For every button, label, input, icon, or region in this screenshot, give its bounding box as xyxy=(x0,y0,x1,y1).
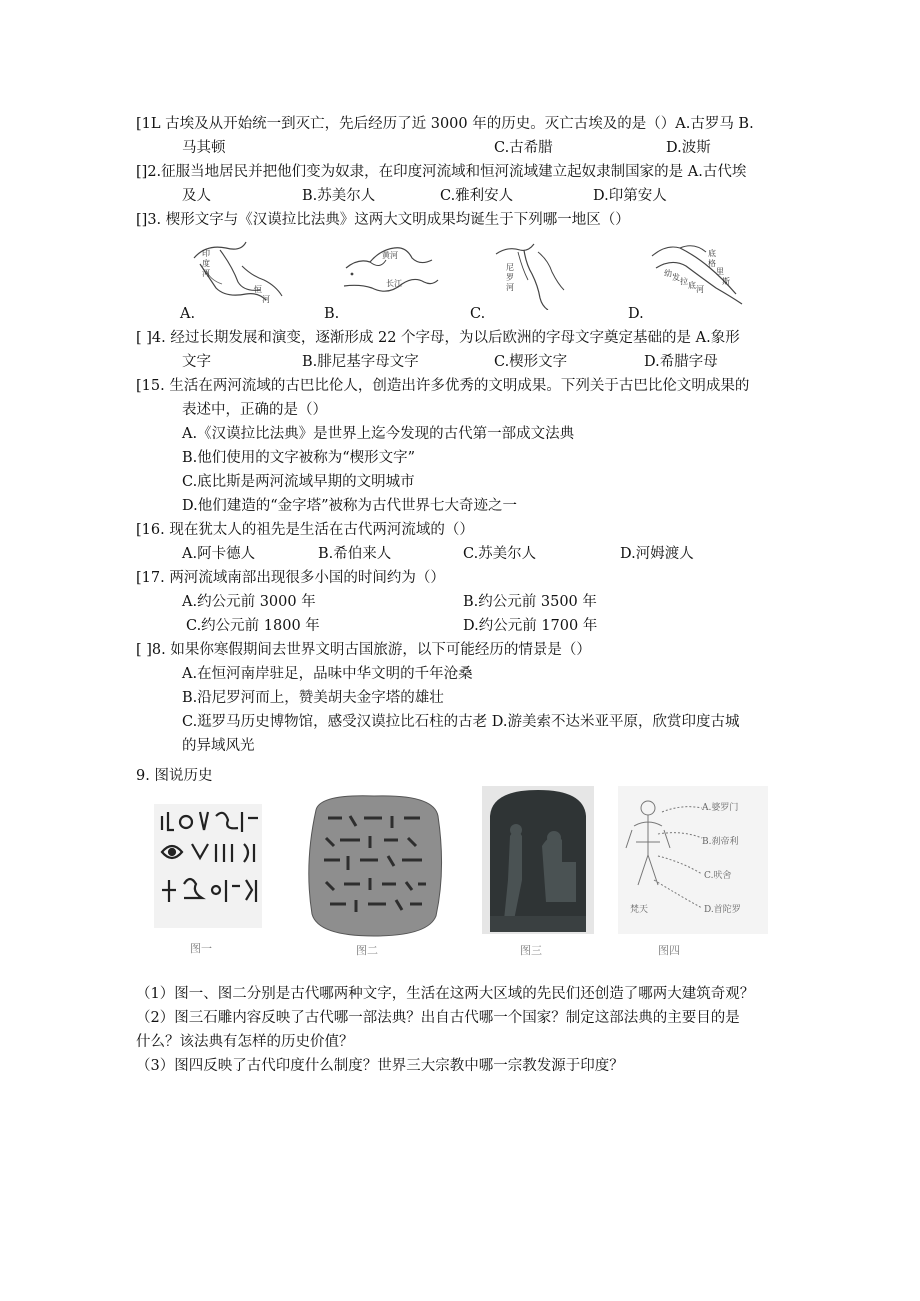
q9-subquestion-2-cont: 什么？该法典有怎样的历史价值？ xyxy=(136,1034,354,1050)
q6-option-b: B.希伯来人 xyxy=(318,546,392,562)
svg-text:河: 河 xyxy=(390,251,398,260)
figure-3-caption: 图三 xyxy=(520,945,542,957)
q2-option-d: D.印第安人 xyxy=(593,188,667,204)
q5-option-c: C.底比斯是两河流域早期的文明城市 xyxy=(182,474,415,490)
figure-2-cuneiform-tablet xyxy=(300,790,450,960)
q5-line1: [15. 生活在两河流域的古巴比伦人，创造出许多优秀的文明成果。下列关于古巴比伦文明成果的 xyxy=(136,378,750,394)
q7-option-d: D.约公元前 1700 年 xyxy=(463,618,598,634)
q7-option-a: A.约公元前 3000 年 xyxy=(182,594,316,610)
figure-4-label-brahmin: A.婆罗门 xyxy=(702,803,739,813)
svg-text:格: 格 xyxy=(708,259,716,268)
svg-text:底: 底 xyxy=(688,281,696,290)
q4-option-a-cont: 文字 xyxy=(182,354,211,370)
svg-text:度: 度 xyxy=(202,259,210,268)
figure-4-caption: 图四 xyxy=(658,945,680,957)
q9-subquestion-2: （2）图三石雕内容反映了古代哪一部法典？出自古代哪一个国家？制定这部法典的主要目的是 xyxy=(136,1010,740,1026)
svg-text:河: 河 xyxy=(202,269,210,278)
map-a-indus-ganges xyxy=(186,236,286,308)
map-b-label: 黄 xyxy=(382,251,390,260)
svg-text:罗: 罗 xyxy=(506,273,514,282)
svg-text:斯: 斯 xyxy=(722,277,730,286)
q7-option-b: B.约公元前 3500 年 xyxy=(463,594,597,610)
map-d-two-rivers xyxy=(646,238,746,310)
q1-option-b-cont: 马其顿 xyxy=(182,140,226,156)
q3-option-d: D. xyxy=(628,306,644,322)
q3-option-b: B. xyxy=(324,306,340,322)
q2-option-c: C.雅利安人 xyxy=(440,188,514,204)
figure-3-hammurabi-stele xyxy=(482,786,594,960)
map-b-yellow-yangtze xyxy=(340,240,440,304)
q4-option-c: C.楔形文字 xyxy=(494,354,568,370)
q4-line1: [ ]4. 经过长期发展和演变，逐渐形成 22 个字母，为以后欧洲的字母文字奠定基础的是 A.象形 xyxy=(136,330,740,346)
q3-stem: []3. 楔形文字与《汉谟拉比法典》这两大文明成果均诞生于下列哪一地区（） xyxy=(136,212,630,228)
map-d-label: 幼 xyxy=(664,269,672,278)
q2-line1: []2.征服当地居民并把他们变为奴隶，在印度河流域和恒河流域建立起奴隶制国家的是 A.古代埃 xyxy=(136,164,747,180)
svg-text:底: 底 xyxy=(708,249,716,258)
svg-text:河: 河 xyxy=(262,295,270,304)
q6-stem: [16. 现在犹太人的祖先是生活在古代两河流域的（） xyxy=(136,522,474,538)
map-c-nile xyxy=(494,240,574,310)
q5-line2: 表述中，正确的是（） xyxy=(182,402,327,418)
q5-option-a: A.《汉谟拉比法典》是世界上迄今发现的古代第一部成文法典 xyxy=(182,426,575,442)
svg-text:恒: 恒 xyxy=(254,285,262,294)
q6-option-a: A.阿卡德人 xyxy=(182,546,256,562)
svg-text:河: 河 xyxy=(696,285,704,294)
q9-title: 9. 图说历史 xyxy=(136,768,213,784)
figure-1-hieroglyphs xyxy=(150,800,270,960)
q8-option-c-cont: 的异域风光 xyxy=(182,738,255,754)
q3-option-a: A. xyxy=(180,306,196,322)
svg-text:发: 发 xyxy=(672,273,680,282)
q5-option-b: B.他们使用的文字被称为“楔形文字” xyxy=(182,450,416,466)
q5-option-d: D.他们建造的“金字塔”被称为古代世界七大奇迹之一 xyxy=(182,498,518,514)
figure-4-label-kshatriya: B.刹帝利 xyxy=(702,837,739,847)
svg-text:江: 江 xyxy=(394,279,402,288)
figure-4-label-vaishya: C.吠舍 xyxy=(704,871,732,881)
figure-4-label-shudra: D.首陀罗 xyxy=(704,905,741,915)
q4-option-d: D.希腊字母 xyxy=(644,354,718,370)
q8-option-b: B.沿尼罗河而上，赞美胡夫金字塔的雄壮 xyxy=(182,690,444,706)
figure-4-caste-diagram xyxy=(618,786,768,960)
q8-option-c: C.逛罗马历史博物馆，感受汉谟拉比石柱的古老 D.游美索不达米亚平原，欣赏印度古城 xyxy=(182,714,740,730)
q2-option-b: B.苏美尔人 xyxy=(302,188,376,204)
figure-4-label-brahma: 梵天 xyxy=(630,905,649,915)
q1-option-c: C.古希腊 xyxy=(494,140,553,156)
q1-option-d: D.波斯 xyxy=(666,140,711,156)
q6-option-d: D.河姆渡人 xyxy=(620,546,694,562)
q9-subquestion-3: （3）图四反映了古代印度什么制度？世界三大宗教中哪一宗教发源于印度？ xyxy=(136,1058,624,1074)
q8-stem: [ ]8. 如果你寒假期间去世界文明古国旅游，以下可能经历的情景是（） xyxy=(136,642,591,658)
figure-1-caption: 图一 xyxy=(190,943,212,955)
q7-option-c: C.约公元前 1800 年 xyxy=(186,618,320,634)
q1-line1: [1L 古埃及从开始统一到灭亡，先后经历了近 3000 年的历史。灭亡古埃及的是（）A.古罗马 B. xyxy=(136,116,754,132)
q6-option-c: C.苏美尔人 xyxy=(463,546,537,562)
q7-stem: [17. 两河流域南部出现很多小国的时间约为（） xyxy=(136,570,445,586)
svg-text:里: 里 xyxy=(716,267,724,276)
map-a-label: 印 xyxy=(202,249,210,258)
map-c-label: 尼 xyxy=(506,263,514,272)
figure-2-caption: 图二 xyxy=(356,945,378,957)
svg-text:河: 河 xyxy=(506,283,514,292)
svg-text:长: 长 xyxy=(386,279,394,288)
q8-option-a: A.在恒河南岸驻足，品味中华文明的千年沧桑 xyxy=(182,666,473,682)
q2-option-a-cont: 及人 xyxy=(182,188,211,204)
q3-option-c: C. xyxy=(470,306,486,322)
q4-option-b: B.腓尼基字母文字 xyxy=(302,354,419,370)
svg-text:拉: 拉 xyxy=(680,277,688,286)
q9-subquestion-1: （1）图一、图二分别是古代哪两种文字，生活在这两大区域的先民们还创造了哪两大建筑奇观？ xyxy=(136,986,755,1002)
